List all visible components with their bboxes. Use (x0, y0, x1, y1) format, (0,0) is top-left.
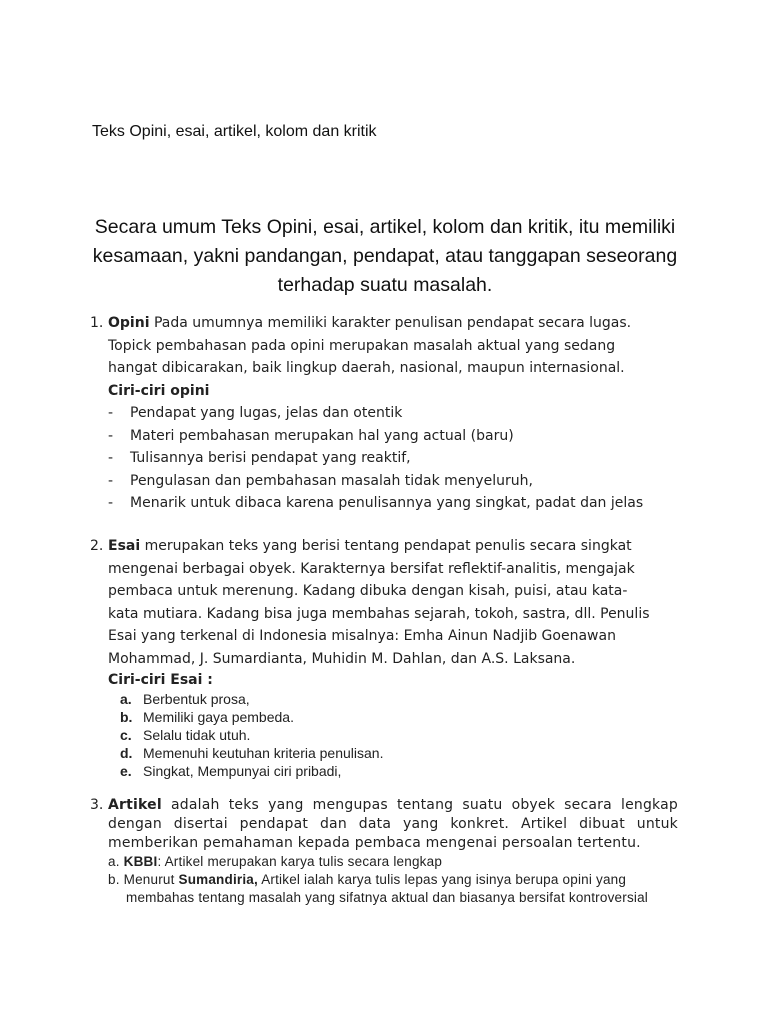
artikel-point-a: a. KBBI: Artikel merupakan karya tulis secara lengkap (108, 854, 443, 869)
section-body (108, 312, 668, 515)
esai-subhead: Ciri-ciri Esai : (108, 672, 213, 688)
artikel-line-1 (108, 796, 678, 815)
term-kbbi: KBBI (123, 854, 158, 869)
list-item: b. Memiliki gaya pembeda. (120, 709, 294, 725)
list-item: a. Berbentuk prosa, (120, 691, 250, 707)
list-item: - Pendapat yang lugas, jelas dan otentik (108, 405, 403, 421)
artikel-point-b-cont: membahas tentang masalah yang sifatnya aktual dan biasanya bersifat kontroversial (126, 890, 648, 905)
artikel-line-2: dengan disertai pendapat dan data yang konkret. Artikel dibuat untuk (108, 816, 678, 832)
esai-line-5: Esai yang terkenal di Indonesia misalnya: Emha Ainun Nadjib Goenawan (108, 628, 616, 644)
esai-line-1 (108, 535, 668, 558)
opini-list (108, 402, 668, 515)
list-item: c. Selalu tidak utuh. (120, 727, 251, 743)
section-number: 2. (90, 538, 104, 554)
list-item: - Tulisannya berisi pendapat yang reaktif, (108, 450, 411, 466)
list-item: d. Memenuhi keutuhan kriteria penulisan. (120, 745, 384, 761)
opini-line-1 (108, 312, 668, 335)
esai-line-3: pembaca untuk merenung. Kadang dibuka dengan kisah, puisi, atau kata- (108, 583, 628, 599)
list-item: e. Singkat, Mempunyai ciri pribadi, (120, 763, 342, 779)
artikel-line-3: memberikan pemahaman kepada pembaca mengenai persoalan tertentu. (108, 835, 641, 851)
esai-line-4: kata mutiara. Kadang bisa juga membahas sejarah, tokoh, sastra, dll. Penulis (108, 605, 650, 622)
artikel-text-1: adalah teks yang mengupas tentang suatu obyek secara lengkap (170, 797, 678, 813)
term-artikel: Artikel (108, 797, 162, 813)
opini-text-1: Pada umumnya memiliki karakter penulisan pendapat secara lugas. (153, 315, 632, 331)
section-number: 3. (90, 797, 104, 813)
artikel-point-b: b. Menurut Sumandiria, Artikel ialah karya tulis lepas yang isinya berupa opini yang (108, 872, 627, 887)
opini-line-3: hangat dibicarakan, baik lingkup daerah, nasional, maupun internasional. (108, 360, 625, 376)
term-opini: Opini (108, 315, 150, 331)
opini-line-2: Topick pembahasan pada opini merupakan masalah aktual yang sedang (108, 337, 616, 354)
term-esai: Esai (108, 538, 141, 554)
list-item: - Materi pembahasan merupakan hal yang actual (baru) (108, 427, 514, 444)
list-item: - Menarik untuk dibaca karena penulisannya yang singkat, padat dan jelas (108, 495, 644, 511)
section-body (108, 796, 678, 907)
page-title: Teks Opini, esai, artikel, kolom dan kritik (92, 123, 377, 140)
opini-subhead: Ciri-ciri opini (108, 382, 210, 399)
section-body (108, 535, 668, 780)
esai-line-6: Mohammad, J. Sumardianta, Muhidin M. Dahlan, dan A.S. Laksana. (108, 650, 576, 667)
esai-list (120, 690, 668, 780)
section-opini (90, 312, 690, 512)
section-esai (90, 535, 690, 785)
esai-line-2: mengenai berbagai obyek. Karakternya bersifat reflektif-analitis, mengajak (108, 560, 635, 577)
lead-paragraph: Secara umum Teks Opini, esai, artikel, kolom dan kritik, itu memiliki kesamaan, yakni pandangan, pendapat, atau tanggapan seseorang terhadap suatu masalah. (92, 216, 678, 296)
list-item: - Pengulasan dan pembahasan masalah tidak menyeluruh, (108, 472, 533, 489)
term-sumandiria: Sumandiria, (178, 872, 258, 887)
section-artikel (90, 796, 690, 906)
section-number: 1. (90, 315, 104, 331)
esai-text-1: merupakan teks yang berisi tentang pendapat penulis secara singkat (144, 538, 632, 554)
